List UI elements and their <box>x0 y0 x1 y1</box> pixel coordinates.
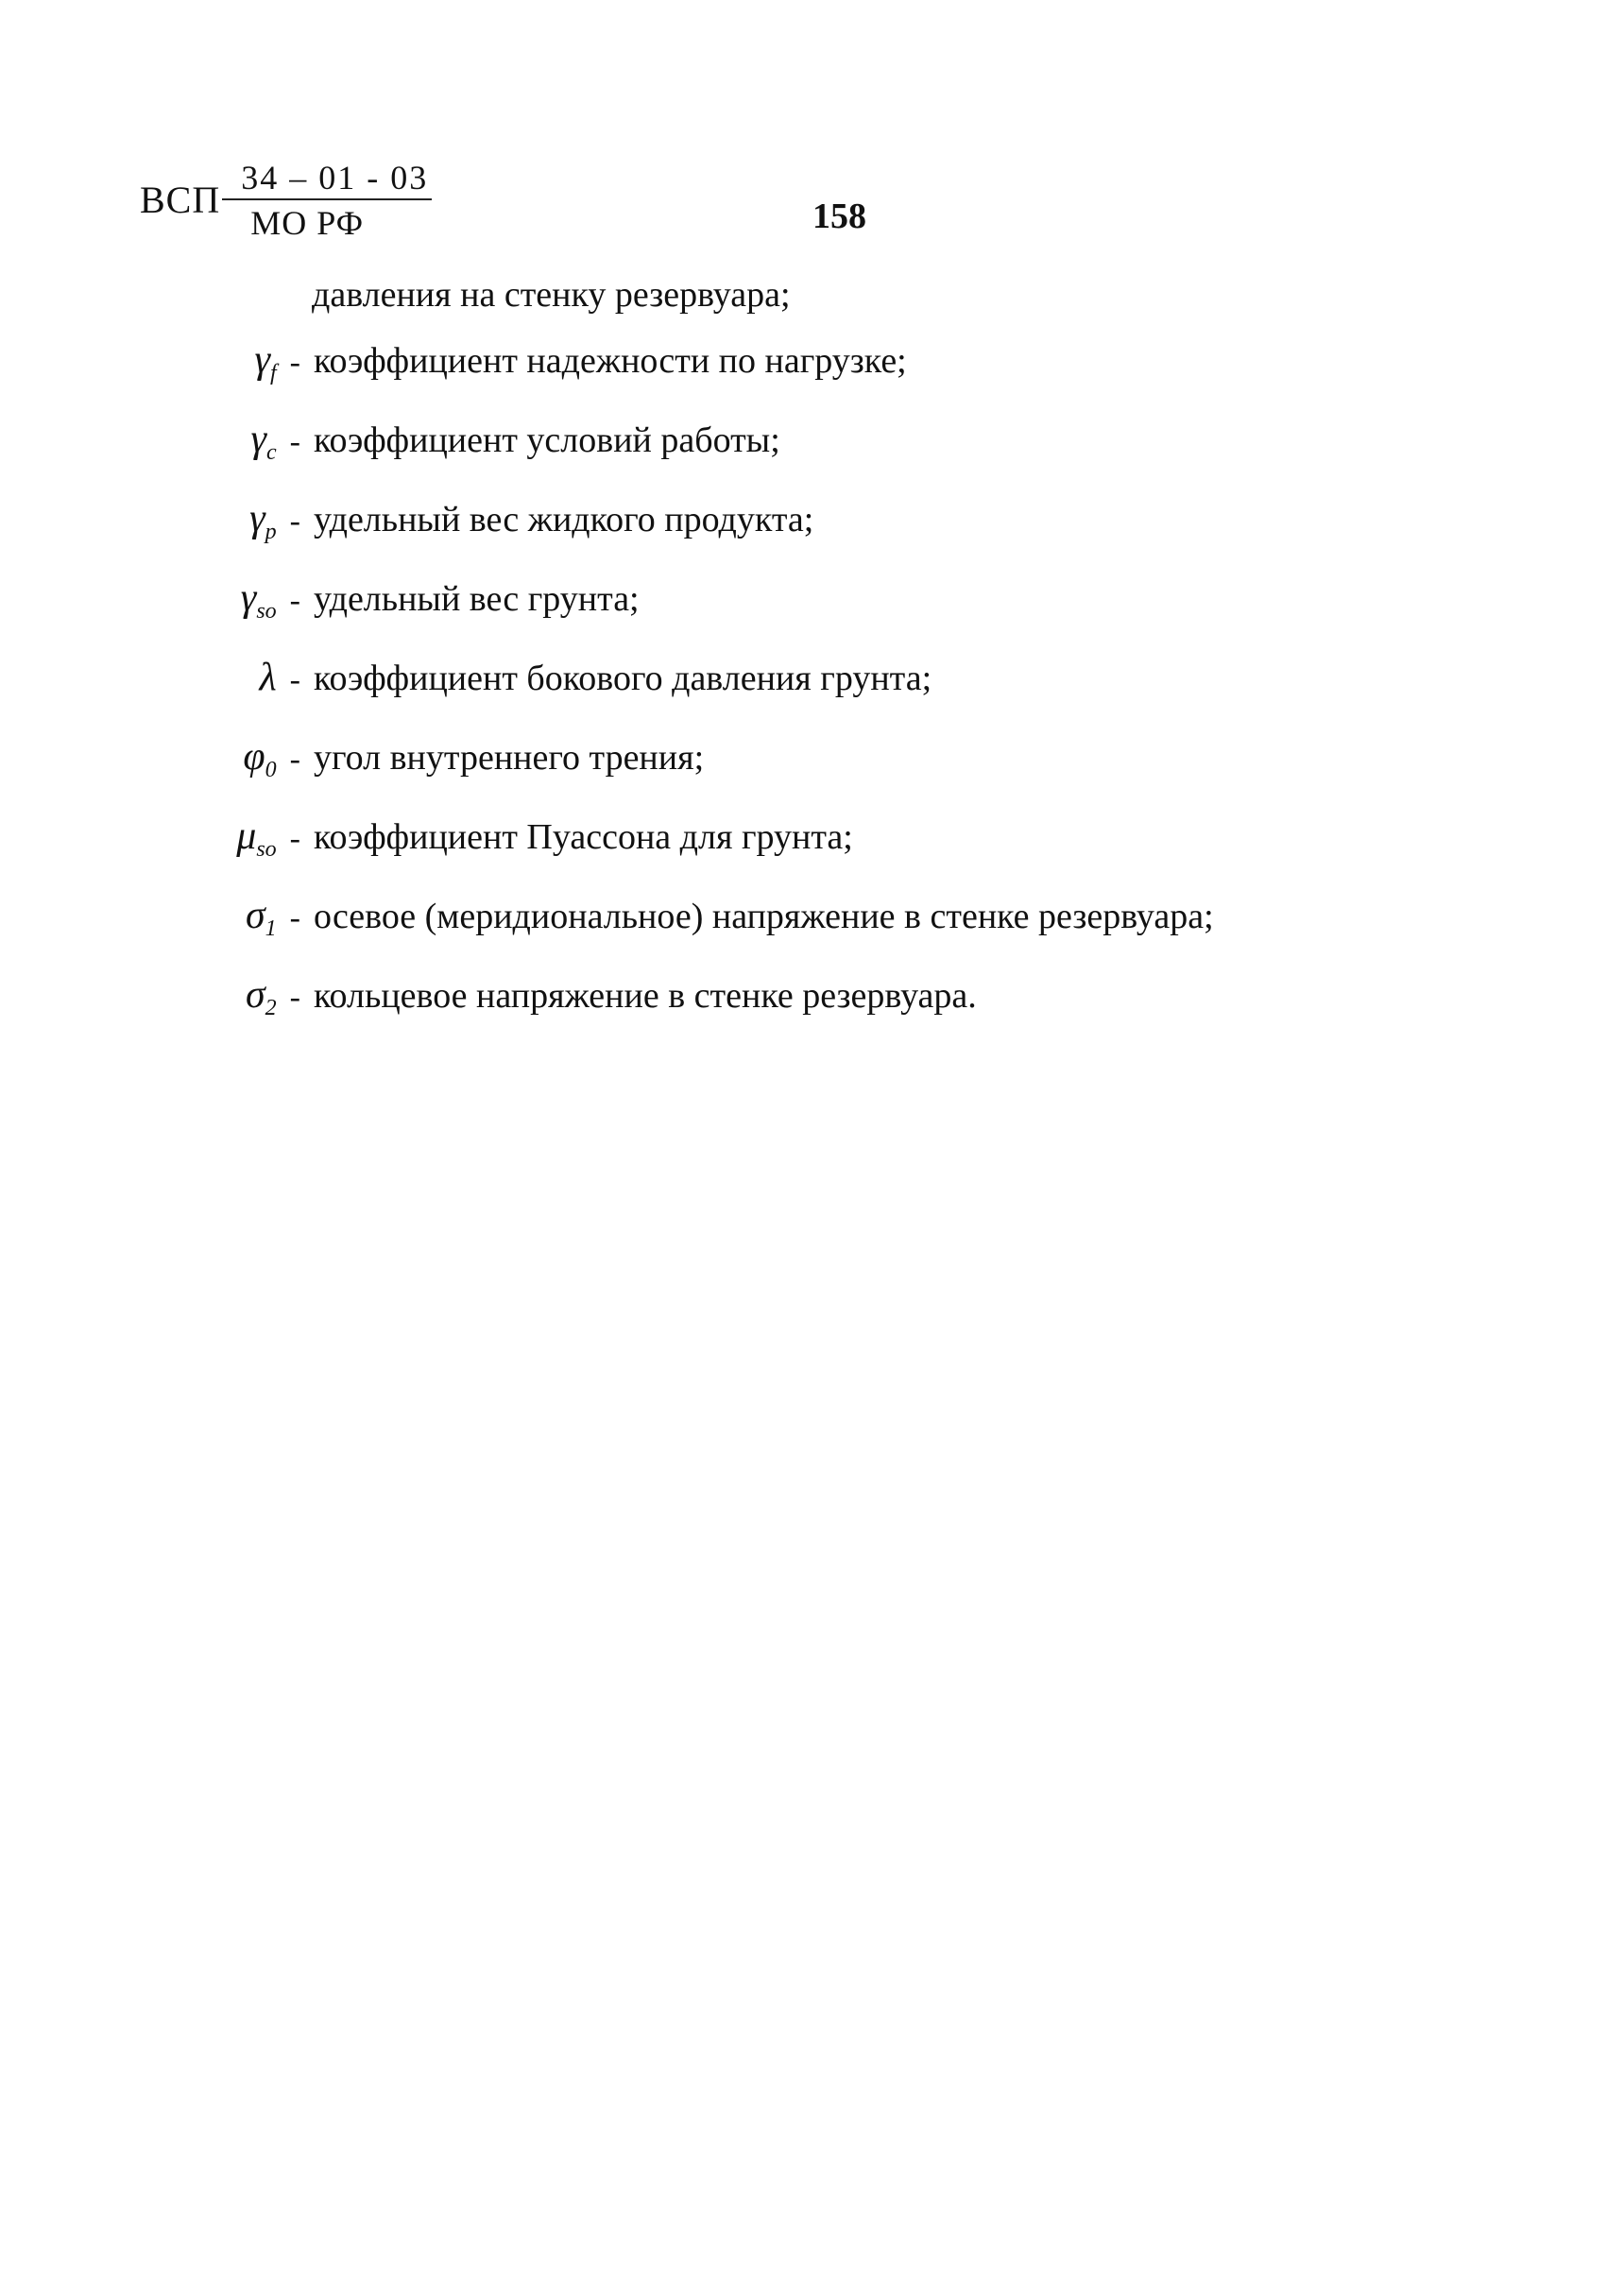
definition-text: коэффициент надежности по нагрузке; <box>314 341 907 381</box>
definition-symbol: $\gamma_p$ - <box>249 497 300 544</box>
definition-symbol: $\gamma_c$ - <box>250 418 300 465</box>
definition-text: угол внутреннего трения; <box>314 738 705 778</box>
definition-text: коэффициент Пуассона для грунта; <box>314 817 853 857</box>
definition-row <box>0 499 1624 574</box>
definition-text: коэффициент бокового давления грунта; <box>314 659 932 698</box>
definition-symbol: $\sigma_2$ - <box>245 973 300 1020</box>
definition-text: осевое (меридиональное) напряжение в стенке резервуара; <box>314 897 1214 936</box>
document-header <box>140 161 432 240</box>
definition-row <box>0 737 1624 813</box>
definition-symbol: $\mu_{so}$ - <box>236 814 300 862</box>
definition-symbol: $\gamma_f$ - <box>254 338 300 385</box>
header-denominator: МО РФ <box>222 198 432 240</box>
page-number: 158 <box>812 197 866 236</box>
definition-symbol: $\gamma_{so}$ - <box>240 576 300 624</box>
definition-text: удельный вес грунта; <box>314 579 640 619</box>
definition-text: кольцевое напряжение в стенке резервуара. <box>314 976 977 1016</box>
definition-symbol: $\sigma_1$ - <box>245 894 300 941</box>
header-fraction <box>222 161 432 240</box>
definition-row <box>0 419 1624 495</box>
definition-symbol: λ - <box>259 656 300 699</box>
definition-text: коэффициент условий работы; <box>314 420 780 460</box>
definition-text: удельный вес жидкого продукта; <box>314 500 814 539</box>
header-prefix: ВСП <box>140 179 221 221</box>
header-numerator: 34 – 01 - 03 <box>241 159 429 197</box>
definition-row <box>0 896 1624 971</box>
definition-symbol: $\varphi_0$ - <box>243 735 300 782</box>
definition-row <box>0 578 1624 654</box>
continuation-text: давления на стенку резервуара; <box>312 275 791 315</box>
definition-row <box>0 816 1624 892</box>
definition-row <box>0 340 1624 416</box>
definition-row <box>0 975 1624 1051</box>
definition-row <box>0 658 1624 733</box>
